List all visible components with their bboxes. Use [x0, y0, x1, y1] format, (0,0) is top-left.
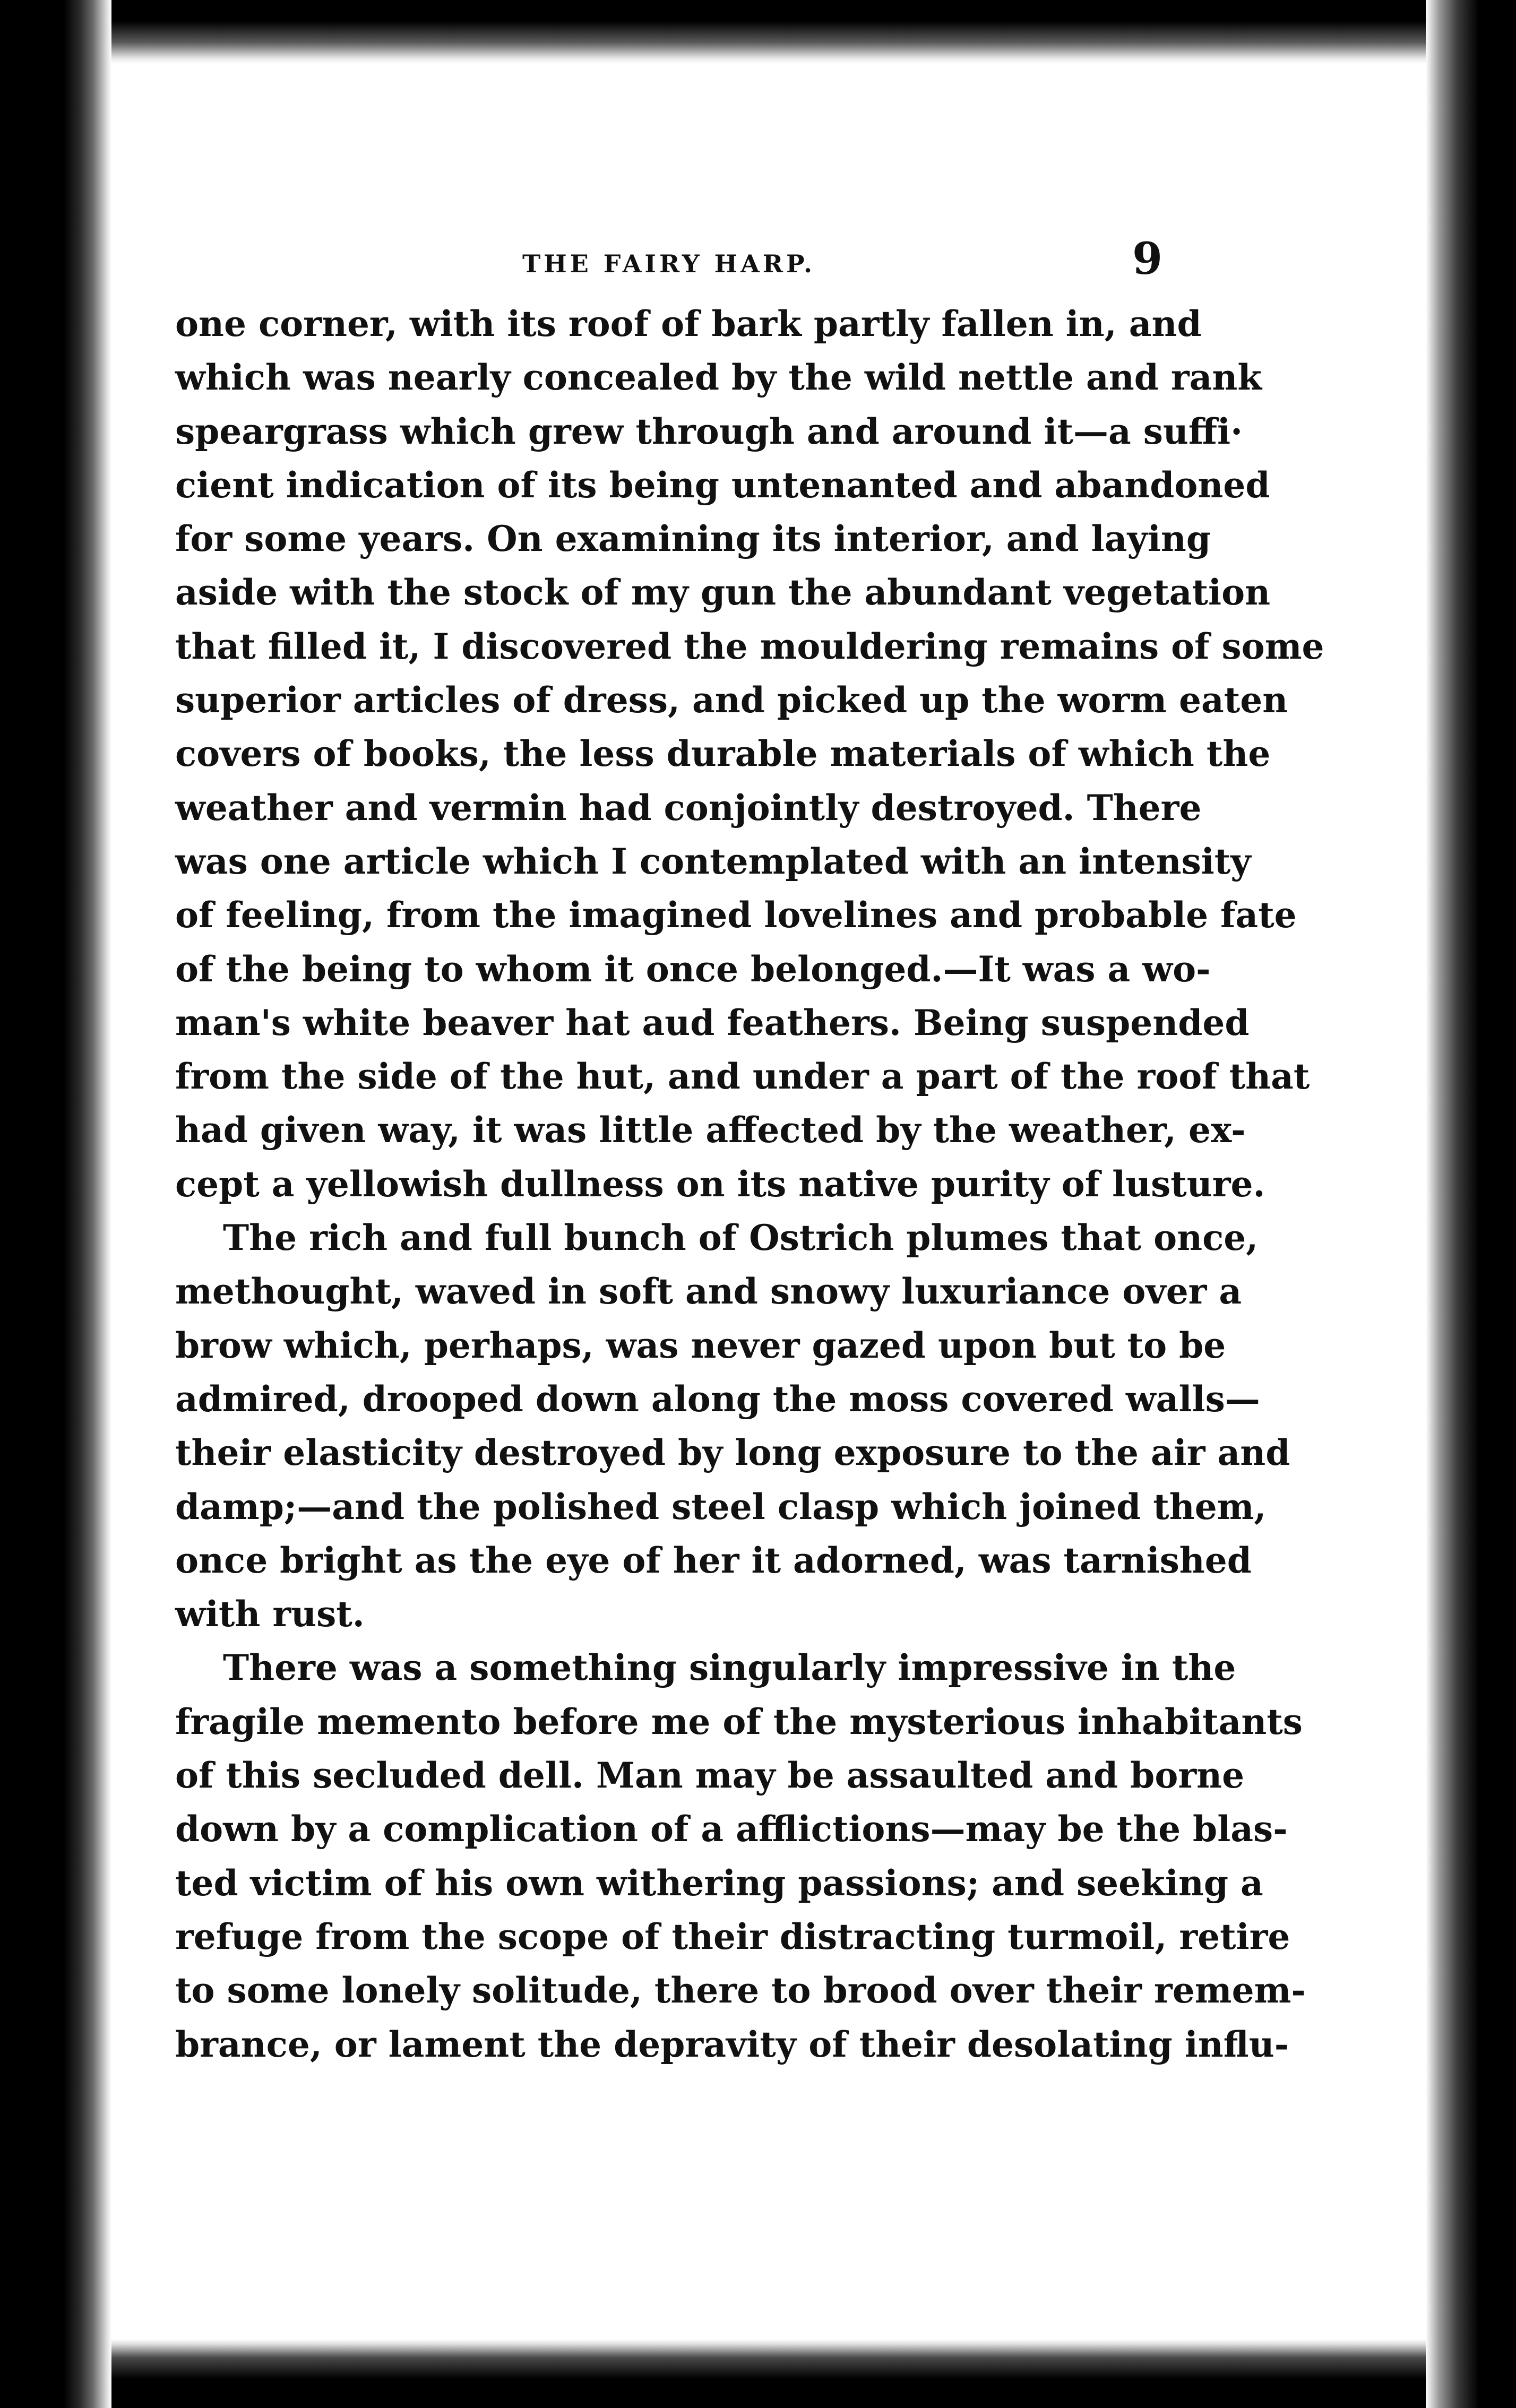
text-line: which was nearly concealed by the wild nettle and rank — [175, 357, 1262, 399]
text-line: cient indication of its being untenanted and abandoned — [175, 464, 1270, 506]
text-line: from the side of the hut, and under a part of the roof that — [175, 1056, 1310, 1098]
text-line: man's white beaver hat aud feathers. Being suspended — [175, 1002, 1250, 1043]
text-line: with rust. — [175, 1593, 365, 1635]
text-line: down by a complication of a afflictions—may be the blas- — [175, 1808, 1288, 1850]
paragraph-1 — [175, 297, 1324, 1211]
text-line: admired, drooped down along the moss covered walls— — [175, 1378, 1260, 1420]
text-line: once bright as the eye of her it adorned, was tarnished — [175, 1539, 1252, 1581]
book-page — [175, 234, 1324, 2072]
text-line: of feeling, from the imagined lovelines and probable fate — [175, 894, 1297, 936]
text-line: for some years. On examining its interior, and laying — [175, 518, 1211, 560]
text-line: fragile memento before me of the mysterious inhabitants — [175, 1701, 1303, 1742]
page-number: 9 — [1132, 234, 1162, 284]
paragraph-2 — [175, 1211, 1290, 1641]
text-line: that filled it, I discovered the mouldering remains of some — [175, 625, 1324, 667]
text-line: covers of books, the less durable materials of which the — [175, 733, 1271, 775]
text-line: to some lonely solitude, there to brood over their remem- — [175, 1970, 1306, 2012]
text-line: weather and vermin had conjointly destroyed. There — [175, 787, 1202, 828]
running-title: THE FAIRY HARP. — [522, 249, 815, 278]
text-line: The rich and full bunch of Ostrich plumes that once, — [223, 1217, 1259, 1259]
text-line: brance, or lament the depravity of their desolating influ- — [175, 2023, 1289, 2065]
scan-edge-bottom — [0, 2339, 1516, 2408]
text-line: brow which, perhaps, was never gazed upon but to be — [175, 1324, 1226, 1366]
text-line: There was a something singularly impressive in the — [223, 1647, 1236, 1689]
scan-edge-top — [0, 0, 1516, 64]
paragraph-3 — [175, 1641, 1306, 2071]
text-line: was one article which I contemplated with an intensity — [175, 840, 1251, 882]
text-line: cept a yellowish dullness on its native purity of lusture. — [175, 1163, 1265, 1205]
text-line: had given way, it was little affected by the weather, ex- — [175, 1109, 1246, 1151]
text-line: speargrass which grew through and around it—a suffi· — [175, 410, 1243, 452]
scan-edge-left — [0, 0, 111, 2408]
text-line: damp;—and the polished steel clasp which joined them, — [175, 1486, 1267, 1527]
text-line: of the being to whom it once belonged.—It was a wo- — [175, 948, 1211, 990]
text-line: aside with the stock of my gun the abundant vegetation — [175, 572, 1271, 614]
text-line: ted victim of his own withering passions; and seeking a — [175, 1862, 1263, 1904]
text-line: their elasticity destroyed by long exposure to the air and — [175, 1432, 1290, 1474]
text-line: of this secluded dell. Man may be assaulted and borne — [175, 1755, 1245, 1797]
text-line: methought, waved in soft and snowy luxuriance over a — [175, 1271, 1242, 1313]
running-head — [175, 234, 1162, 297]
text-line: superior articles of dress, and picked up the worm eaten — [175, 679, 1288, 721]
scan-edge-right — [1426, 0, 1516, 2408]
text-line: one corner, with its roof of bark partly fallen in, and — [175, 303, 1202, 344]
text-line: refuge from the scope of their distracting turmoil, retire — [175, 1915, 1290, 1957]
